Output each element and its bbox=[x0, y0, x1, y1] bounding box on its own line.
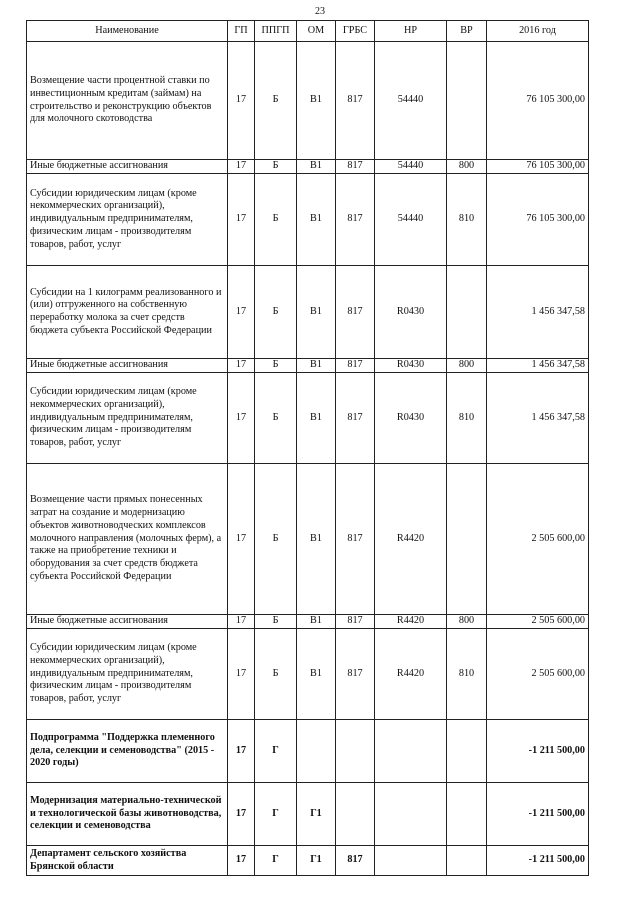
row-name: Иные бюджетные ассигнования bbox=[27, 359, 228, 373]
row-nr: 54440 bbox=[375, 174, 447, 266]
row-ppgp: Г bbox=[255, 846, 297, 876]
row-vr: 810 bbox=[447, 629, 487, 720]
row-grbs: 817 bbox=[336, 42, 375, 160]
row-gp: 17 bbox=[228, 629, 255, 720]
row-om: В1 bbox=[297, 373, 336, 464]
row-ppgp: Г bbox=[255, 783, 297, 846]
row-gp: 17 bbox=[228, 720, 255, 783]
column-header-om: ОМ bbox=[297, 21, 336, 42]
column-header-nr: НР bbox=[375, 21, 447, 42]
row-ppgp: Б bbox=[255, 629, 297, 720]
row-vr bbox=[447, 846, 487, 876]
row-om: В1 bbox=[297, 359, 336, 373]
row-amount: 1 456 347,58 bbox=[487, 373, 589, 464]
row-om: В1 bbox=[297, 42, 336, 160]
table-row bbox=[27, 464, 589, 615]
row-amount: -1 211 500,00 bbox=[487, 720, 589, 783]
table-row bbox=[27, 160, 589, 174]
row-amount: 2 505 600,00 bbox=[487, 464, 589, 615]
table-row bbox=[27, 783, 589, 846]
table-row bbox=[27, 720, 589, 783]
row-nr: R4420 bbox=[375, 615, 447, 629]
row-amount: 2 505 600,00 bbox=[487, 615, 589, 629]
row-grbs bbox=[336, 720, 375, 783]
row-nr: 54440 bbox=[375, 42, 447, 160]
row-grbs: 817 bbox=[336, 359, 375, 373]
row-om: Г1 bbox=[297, 783, 336, 846]
row-vr bbox=[447, 464, 487, 615]
row-grbs bbox=[336, 783, 375, 846]
row-amount: 1 456 347,58 bbox=[487, 266, 589, 359]
row-grbs: 817 bbox=[336, 629, 375, 720]
row-grbs: 817 bbox=[336, 846, 375, 876]
row-om: В1 bbox=[297, 464, 336, 615]
row-gp: 17 bbox=[228, 42, 255, 160]
row-gp: 17 bbox=[228, 359, 255, 373]
row-gp: 17 bbox=[228, 783, 255, 846]
row-amount: 2 505 600,00 bbox=[487, 629, 589, 720]
table-row bbox=[27, 266, 589, 359]
row-om: В1 bbox=[297, 160, 336, 174]
row-grbs: 817 bbox=[336, 160, 375, 174]
row-om: Г1 bbox=[297, 846, 336, 876]
row-vr bbox=[447, 783, 487, 846]
row-vr: 810 bbox=[447, 373, 487, 464]
row-nr: R0430 bbox=[375, 266, 447, 359]
row-amount: -1 211 500,00 bbox=[487, 846, 589, 876]
row-ppgp: Б bbox=[255, 174, 297, 266]
row-nr bbox=[375, 846, 447, 876]
row-gp: 17 bbox=[228, 174, 255, 266]
row-name: Возмещение части прямых понесенных затрат на создание и модернизацию объектов животноводческих комплексов молочного направления (молочных ферм), а также на приобретение техники и оборудования за счет средств бюджета субъекта Российской Федерации bbox=[27, 464, 228, 615]
row-ppgp: Б bbox=[255, 373, 297, 464]
row-vr: 810 bbox=[447, 174, 487, 266]
row-vr: 800 bbox=[447, 359, 487, 373]
row-nr: 54440 bbox=[375, 160, 447, 174]
row-ppgp: Б bbox=[255, 464, 297, 615]
row-nr bbox=[375, 783, 447, 846]
row-om: В1 bbox=[297, 174, 336, 266]
column-header-vr: ВР bbox=[447, 21, 487, 42]
table-row bbox=[27, 174, 589, 266]
row-name: Субсидии юридическим лицам (кроме некоммерческих организаций), индивидуальным предпринимателям, физическим лицам - производителям товаров, работ, услуг bbox=[27, 174, 228, 266]
row-ppgp: Б bbox=[255, 42, 297, 160]
row-gp: 17 bbox=[228, 464, 255, 615]
row-grbs: 817 bbox=[336, 615, 375, 629]
column-header-grbs: ГРБС bbox=[336, 21, 375, 42]
row-vr: 800 bbox=[447, 615, 487, 629]
column-header-ppgp: ППГП bbox=[255, 21, 297, 42]
row-nr: R4420 bbox=[375, 464, 447, 615]
table-row bbox=[27, 359, 589, 373]
row-gp: 17 bbox=[228, 846, 255, 876]
row-grbs: 817 bbox=[336, 266, 375, 359]
table-row bbox=[27, 615, 589, 629]
row-gp: 17 bbox=[228, 373, 255, 464]
row-nr: R0430 bbox=[375, 359, 447, 373]
row-gp: 17 bbox=[228, 615, 255, 629]
row-ppgp: Б bbox=[255, 615, 297, 629]
row-gp: 17 bbox=[228, 266, 255, 359]
row-gp: 17 bbox=[228, 160, 255, 174]
row-ppgp: Б bbox=[255, 160, 297, 174]
row-name: Субсидии на 1 килограмм реализованного и (или) отгруженного на собственную переработку молока за счет средств бюджета субъекта Российской Федерации bbox=[27, 266, 228, 359]
row-ppgp: Г bbox=[255, 720, 297, 783]
column-header-gp: ГП bbox=[228, 21, 255, 42]
row-amount: 76 105 300,00 bbox=[487, 42, 589, 160]
row-vr: 800 bbox=[447, 160, 487, 174]
row-grbs: 817 bbox=[336, 174, 375, 266]
row-ppgp: Б bbox=[255, 359, 297, 373]
row-amount: 76 105 300,00 bbox=[487, 160, 589, 174]
row-amount: -1 211 500,00 bbox=[487, 783, 589, 846]
table-row bbox=[27, 846, 589, 876]
row-name: Субсидии юридическим лицам (кроме некоммерческих организаций), индивидуальным предпринимателям, физическим лицам - производителям товаров, работ, услуг bbox=[27, 629, 228, 720]
column-header-year: 2016 год bbox=[487, 21, 589, 42]
table-header-row bbox=[27, 21, 589, 42]
row-grbs: 817 bbox=[336, 464, 375, 615]
row-om: В1 bbox=[297, 266, 336, 359]
row-name: Иные бюджетные ассигнования bbox=[27, 160, 228, 174]
row-om: В1 bbox=[297, 615, 336, 629]
row-amount: 1 456 347,58 bbox=[487, 359, 589, 373]
row-name: Возмещение части процентной ставки по инвестиционным кредитам (займам) на строительство и реконструкцию объектов для молочного скотоводства bbox=[27, 42, 228, 160]
row-om: В1 bbox=[297, 629, 336, 720]
row-ppgp: Б bbox=[255, 266, 297, 359]
row-name: Подпрограмма "Поддержка племенного дела, селекции и семеноводства" (2015 - 2020 годы) bbox=[27, 720, 228, 783]
table-row bbox=[27, 373, 589, 464]
page-number: 23 bbox=[315, 6, 325, 17]
row-vr bbox=[447, 720, 487, 783]
row-name: Субсидии юридическим лицам (кроме некоммерческих организаций), индивидуальным предпринимателям, физическим лицам - производителям товаров, работ, услуг bbox=[27, 373, 228, 464]
row-nr: R0430 bbox=[375, 373, 447, 464]
row-vr bbox=[447, 266, 487, 359]
row-om bbox=[297, 720, 336, 783]
row-grbs: 817 bbox=[336, 373, 375, 464]
row-name: Департамент сельского хозяйства Брянской области bbox=[27, 846, 228, 876]
table-row bbox=[27, 42, 589, 160]
row-amount: 76 105 300,00 bbox=[487, 174, 589, 266]
column-header-name: Наименование bbox=[27, 21, 228, 42]
table-row bbox=[27, 629, 589, 720]
row-name: Иные бюджетные ассигнования bbox=[27, 615, 228, 629]
row-vr bbox=[447, 42, 487, 160]
row-nr bbox=[375, 720, 447, 783]
row-nr: R4420 bbox=[375, 629, 447, 720]
row-name: Модернизация материально-технической и технологической базы животноводства, селекции и семеноводства bbox=[27, 783, 228, 846]
budget-table bbox=[26, 20, 589, 876]
